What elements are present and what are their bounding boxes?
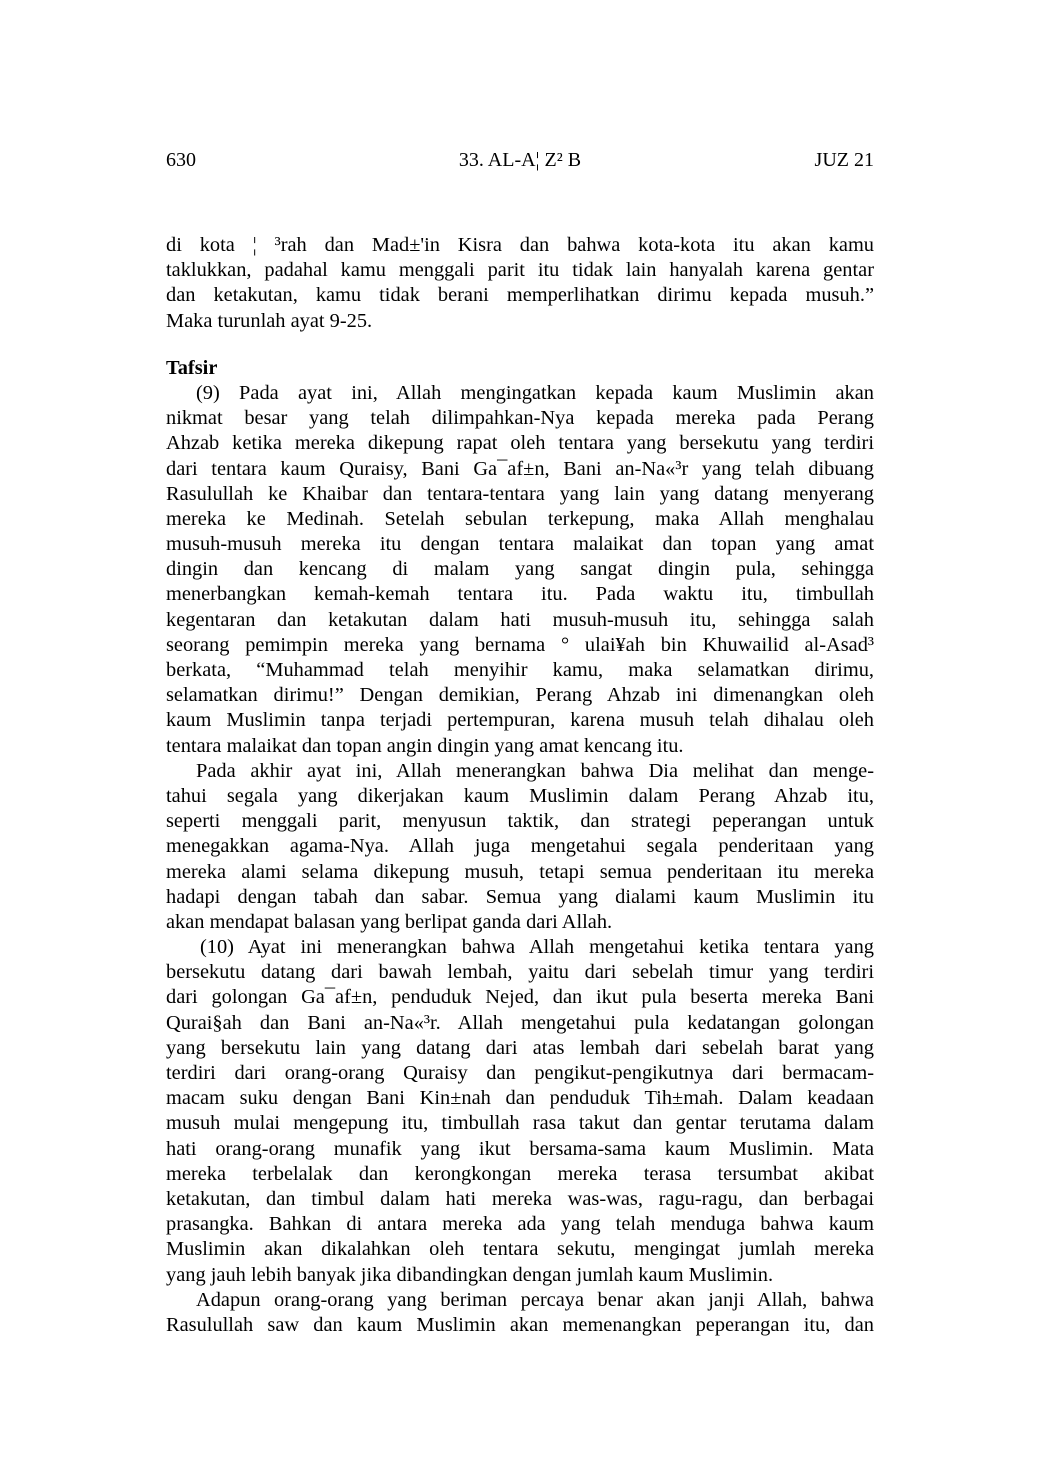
text-line: mereka terbelalak dan kerongkongan mereka terasa tersumbat akibat [166, 1162, 874, 1185]
chapter-title: 33. AL-A¦ Z² B [458, 149, 582, 171]
text-line: bersekutu datang dari bawah lembah, yaitu dari sebelah timur yang terdiri [166, 961, 874, 984]
text-line: seperti menggali parit, menyusun taktik, dan strategi peperangan untuk [166, 810, 874, 833]
text-line: musuh mulai mengepung itu, timbullah rasa takut dan gentar terutama dalam [166, 1112, 874, 1135]
text-line: musuh-musuh mereka itu dengan tentara malaikat dan topan yang amat [166, 533, 874, 556]
intro-paragraph [166, 233, 874, 334]
text-line: Rasulullah saw dan kaum Muslimin akan memenangkan peperangan itu, dan [166, 1313, 874, 1336]
text-line: dan ketakutan, kamu tidak berani memperlihatkan dirimu kepada musuh.” [166, 284, 874, 307]
text-line: dari tentara kaum Quraisy, Bani Ga¯af±n, Bani an-Na«³r yang telah dibuang [166, 457, 874, 480]
text-line: menerbangkan kemah-kemah tentara itu. Pada waktu itu, timbullah [166, 583, 874, 606]
text-line: macam suku dengan Bani Kin±nah dan penduduk Tih±mah. Dalam keadaan [166, 1087, 874, 1110]
text-line: (10) Ayat ini menerangkan bahwa Allah mengetahui ketika tentara yang [200, 936, 874, 959]
body-text [166, 233, 874, 1338]
text-line: tentara malaikat dan topan angin dingin yang amat kencang itu. [166, 734, 684, 757]
text-line: akan mendapat balasan yang berlipat ganda dari Allah. [166, 910, 613, 933]
text-line: Rasulullah ke Khaibar dan tentara-tentara yang lain yang datang menyerang [166, 482, 874, 505]
text-line: Adapun orang-orang yang beriman percaya benar akan janji Allah, bahwa [196, 1288, 874, 1311]
text-line: taklukkan, padahal kamu menggali parit itu tidak lain hanyalah karena gentar [166, 259, 874, 282]
text-line: (9) Pada ayat ini, Allah mengingatkan kepada kaum Muslimin akan [196, 381, 874, 404]
text-line: dari golongan Ga¯af±n, penduduk Nejed, dan ikut pula beserta mereka Bani [166, 986, 874, 1009]
text-line: Qurai§ah dan Bani an-Na«³r. Allah mengetahui pula kedatangan golongan [166, 1011, 874, 1034]
text-line: selamatkan dirimu!” Dengan demikian, Perang Ahzab ini dimenangkan oleh [166, 684, 874, 707]
text-line: kegentaran dan ketakutan dalam hati musuh-musuh itu, sehingga salah [166, 608, 874, 631]
tafsir-paragraph-observation [166, 759, 874, 935]
tafsir-paragraph-verse-10 [166, 935, 874, 1288]
text-line: tahui segala yang dikerjakan kaum Muslimin dalam Perang Ahzab itu, [166, 784, 874, 807]
text-line: ketakutan, dan timbul dalam hati mereka was-was, ragu-ragu, dan berbagai [166, 1187, 874, 1210]
text-line: prasangka. Bahkan di antara mereka ada yang telah menduga bahwa kaum [166, 1213, 874, 1236]
text-line: yang jauh lebih banyak jika dibandingkan dengan jumlah kaum Muslimin. [166, 1263, 774, 1286]
page-number: 630 [166, 149, 196, 171]
text-line: seorang pemimpin mereka yang bernama ° ulai¥ah bin Khuwailid al-Asad³ [166, 633, 874, 656]
text-line: Muslimin akan dikalahkan oleh tentara sekutu, mengingat jumlah mereka [166, 1238, 874, 1261]
tafsir-paragraph-believers [166, 1288, 874, 1338]
tafsir-paragraph-verse-9 [166, 381, 874, 759]
running-header [166, 146, 874, 174]
text-line: mereka ke Medinah. Setelah sebulan terkepung, maka Allah menghalau [166, 507, 874, 530]
text-line: di kota ¦ ³rah dan Mad±'in Kisra dan bahwa kota-kota itu akan kamu [166, 234, 874, 256]
text-line: menegakkan agama-Nya. Allah juga mengetahui segala penderitaan yang [166, 835, 874, 858]
text-line: Pada akhir ayat ini, Allah menerangkan bahwa Dia melihat dan menge- [196, 759, 874, 782]
juz-label: JUZ 21 [814, 149, 874, 171]
text-line: hati orang-orang munafik yang ikut bersama-sama kaum Muslimin. Mata [166, 1137, 874, 1160]
text-line: Ahzab ketika mereka dikepung rapat oleh tentara yang bersekutu yang terdiri [166, 432, 874, 455]
text-line: yang bersekutu lain yang datang dari atas lembah dari sebelah barat yang [166, 1036, 874, 1059]
text-line: Maka turunlah ayat 9-25. [166, 309, 373, 332]
text-line: mereka alami selama dikepung musuh, tetapi semua penderitaan itu mereka [166, 860, 874, 883]
text-line: kaum Muslimin tanpa terjadi pertempuran, karena musuh telah dihalau oleh [166, 709, 874, 732]
text-line: hadapi dengan tabah dan sabar. Semua yang dialami kaum Muslimin itu [166, 885, 874, 908]
text-line: berkata, “Muhammad telah menyihir kamu, maka selamatkan dirimu, [166, 659, 874, 681]
text-line: nikmat besar yang telah dilimpahkan-Nya kepada mereka pada Perang [166, 407, 874, 430]
text-line: dingin dan kencang di malam yang sangat dingin pula, sehingga [166, 558, 874, 581]
text-line: terdiri dari orang-orang Quraisy dan pengikut-pengikutnya dari bermacam- [166, 1062, 874, 1084]
section-heading-tafsir: Tafsir [166, 356, 218, 379]
